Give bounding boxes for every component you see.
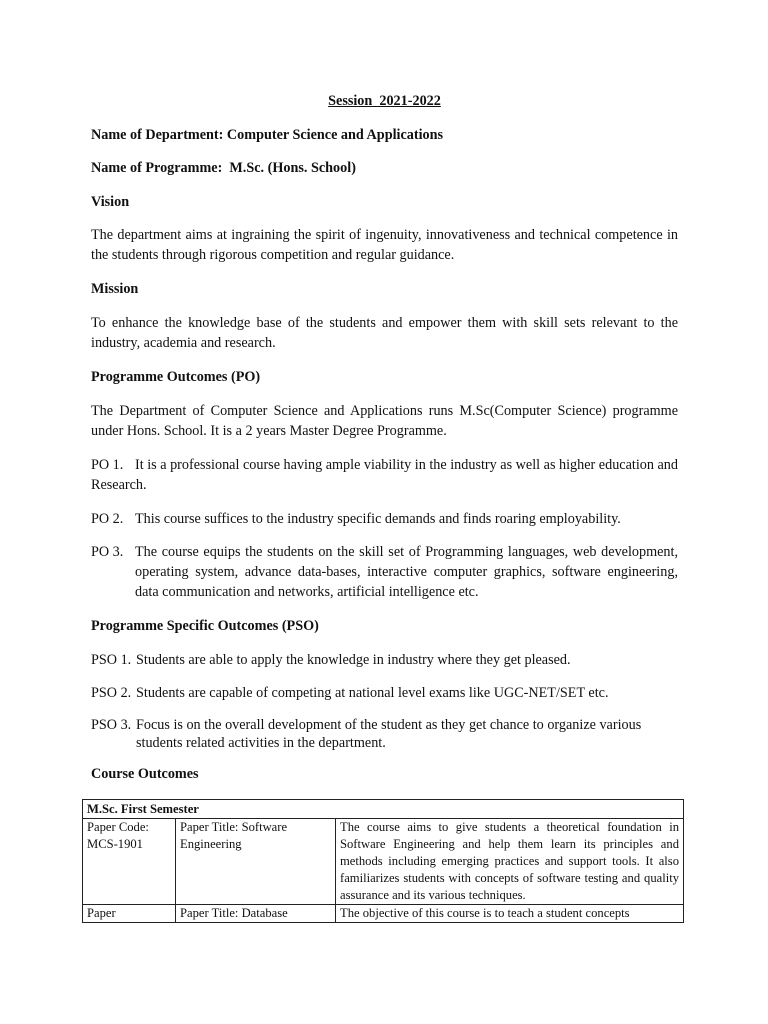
session-title: Session 2021-2022 [328, 93, 441, 109]
pso-item-text: Focus is on the overall development of the student as they get chance to organize various students related activities in the department. [136, 717, 642, 751]
pso-item-text: Students are capable of competing at national level exams like UGC-NET/SET etc. [136, 685, 609, 701]
paper-code-cell: Paper [83, 905, 176, 923]
mission-text: To enhance the knowledge base of the students and empower them with skill sets relevant to the industry, academia and research. [91, 315, 678, 351]
table-row [83, 819, 684, 905]
pso-item-2 [91, 683, 678, 703]
po-item-label: PO 1. [91, 457, 124, 473]
po-item-2 [91, 509, 678, 529]
paper-description-cell: The course aims to give students a theoretical foundation in Software Engineering and help them learn its principles and methods including emerging practices and support tools. It also familiarizes students with concepts of software testing and quality assurance and its various techniques. [336, 819, 684, 905]
course-outcomes-heading: Course Outcomes [91, 766, 199, 782]
pso-item-label: PSO 2. [91, 685, 132, 701]
po-heading: Programme Outcomes (PO) [91, 369, 261, 385]
vision-text: The department aims at ingraining the spirit of ingenuity, innovativeness and technical competence in the students through rigorous competition and regular guidance. [91, 227, 678, 263]
pso-heading: Programme Specific Outcomes (PSO) [91, 618, 319, 634]
mission-heading: Mission [91, 281, 139, 297]
po-intro: The Department of Computer Science and Applications runs M.Sc(Computer Science) programme under Hons. School. It is a 2 years Master Degree Programme. [91, 403, 678, 439]
pso-item-3 [91, 716, 678, 752]
table-row [83, 905, 684, 923]
vision-heading: Vision [91, 194, 130, 210]
paper-code-cell: Paper Code: MCS-1901 [83, 819, 176, 905]
paper-title-cell: Paper Title: Database [176, 905, 336, 923]
semester-header: M.Sc. First Semester [83, 800, 684, 819]
course-outcomes-table [82, 799, 684, 923]
pso-item-label: PSO 1. [91, 652, 132, 668]
po-item-text: It is a professional course having ample viability in the industry as well as higher education and Research. [91, 457, 678, 493]
paper-description-cell: The objective of this course is to teach a student concepts [336, 905, 684, 923]
po-item-label: PO 3. [91, 544, 124, 560]
pso-item-text: Students are able to apply the knowledge in industry where they get pleased. [136, 652, 571, 668]
department-name: Name of Department: Computer Science and Applications [91, 127, 444, 143]
po-item-1 [91, 455, 678, 495]
po-item-3 [91, 542, 678, 602]
po-item-text: This course suffices to the industry specific demands and finds roaring employability. [135, 511, 621, 527]
paper-title-cell: Paper Title: Software Engineering [176, 819, 336, 905]
programme-name: Name of Programme: M.Sc. (Hons. School) [91, 160, 356, 176]
po-item-text: The course equips the students on the skill set of Programming languages, web development, operating system, advance data-bases, interactive computer graphics, software engineering, data communication and networks, artificial intelligence etc. [135, 544, 678, 600]
po-item-label: PO 2. [91, 511, 124, 527]
pso-item-1 [91, 650, 678, 670]
table-row [83, 800, 684, 819]
pso-item-label: PSO 3. [91, 717, 132, 733]
